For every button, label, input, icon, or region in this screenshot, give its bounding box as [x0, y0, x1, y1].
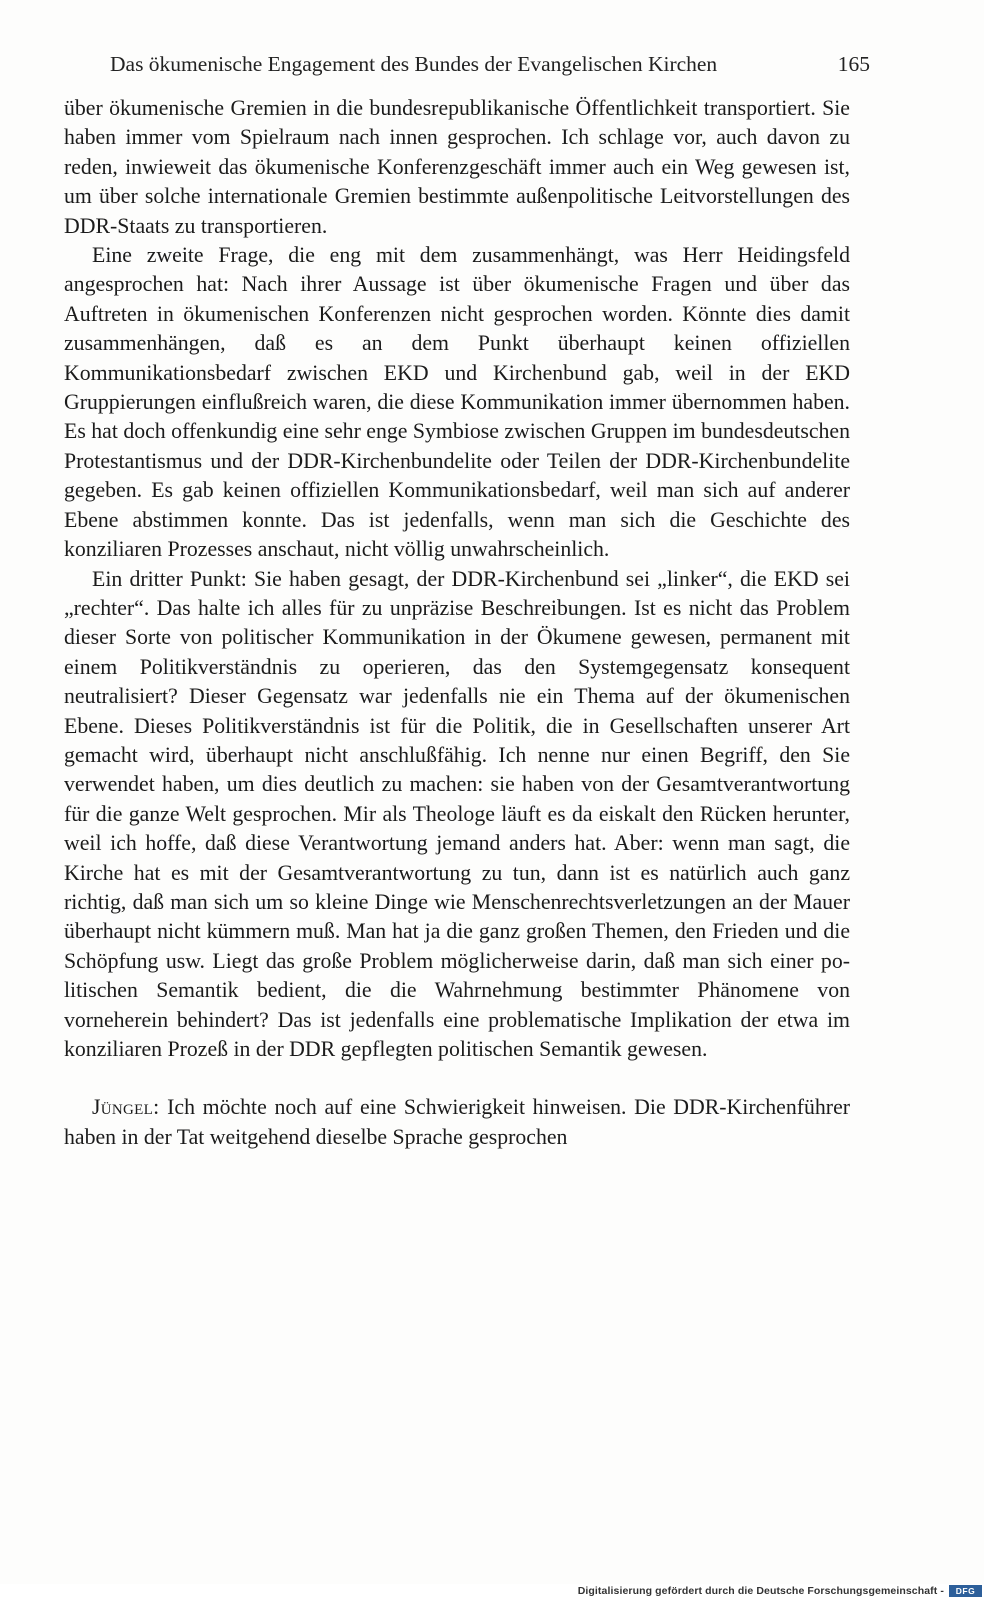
page-header — [110, 50, 870, 78]
paragraph-2: Eine zweite Frage, die eng mit dem zusammenhängt, was Herr Heidingsfeld angesprochen hat: Nach ihrer Aussage ist über ökumenische Fragen und über das Auftreten in ökumenischen Konferenzen nicht gesprochen worden. Könnte dies damit zusammenhängen, daß es an dem Punkt überhaupt keinen offiziellen Kommunikationsbedarf zwischen EKD und Kirchenbund gab, weil in der EKD Gruppierungen einflußreich waren, die diese Kommunikation immer übernommen haben. Es hat doch offenkundig eine sehr enge Symbiose zwischen Gruppen im bundesdeutschen Protestantismus und der DDR-Kirchenbundelite oder Teilen der DDR-Kirchenbundelite gegeben. Es gab keinen offiziellen Kommunikationsbedarf, weil man sich auf anderer Ebene abstimmen konnte. Das ist jedenfalls, wenn man sich die Geschichte des konziliaren Prozesses anschaut, nicht völlig unwahrscheinlich. — [64, 243, 850, 562]
running-title: Das ökumenische Engagement des Bundes der Evangelischen Kirchen — [110, 52, 718, 76]
page-number: 165 — [837, 52, 870, 76]
speaker-text: Ich möchte noch auf eine Schwierigkeit hinweisen. Die DDR-Kirchenführer haben in der Tat weitgehend dieselbe Sprache gesprochen — [64, 1095, 850, 1149]
paragraph-3: Ein dritter Punkt: Sie haben gesagt, der DDR-Kirchenbund sei „linker“, die EKD sei „rechter“. Das halte ich alles für zu unpräzise Beschreibungen. Ist es nicht das Problem dieser Sorte von politischer Kommunikation in der Ökumene gewesen, permanent mit einem Politikverständnis zu operieren, das den Systemgegensatz konsequent neutralisiert? Dieser Gegensatz war jedenfalls nie ein Thema auf der ökumenischen Ebene. Dieses Politikverständnis ist für die Politik, die in Gesellschaften unserer Art gemacht wird, überhaupt nicht anschlußfähig. Ich nenne nur einen Begriff, den Sie verwendet haben, um dies deutlich zu machen: sie haben von der Gesamtverantwortung für die ganze Welt gesprochen. Mir als Theologe läuft es da eiskalt den Rücken herunter, weil ich hoffe, daß diese Verantwortung jemand anders hat. Aber: wenn man sagt, die Kirche hat es mit der Gesamtverantwortung zu tun, dann ist es natürlich auch ganz richtig, daß man sich um so kleine Dinge wie Menschenrechtsverletzungen an der Mauer überhaupt nicht kümmern muß. Man hat ja die ganz großen Themen, den Frieden und die Schöpfung usw. Liegt das große Problem möglicherweise darin, daß man sich einer politischen Semantik bedient, die die Wahrnehmung bestimmter Phänomene von vorneherein behindert? Das ist jedenfalls eine problematische Implikation der etwa im konziliaren Prozeß in der DDR gepflegten politischen Semantik gewesen. — [64, 566, 850, 1061]
dfg-logo: DFG — [949, 1585, 982, 1597]
paragraph-1: über ökumenische Gremien in die bundesrepublikanische Öffentlichkeit transportiert. Sie haben immer vom Spielraum nach innen gesprochen. Ich schlage vor, auch davon zu reden, inwieweit das ökumenische Konferenzgeschäft immer auch ein Weg gewesen ist, um über solche internationale Gremien bestimmte außenpolitische Leitvorstellungen des DDR-Staats zu transportieren. — [64, 96, 850, 238]
speaker-name: Jüngel: — [92, 1095, 160, 1120]
body-text — [64, 94, 850, 1152]
speaker-paragraph — [64, 1093, 850, 1152]
digitization-credit: Digitalisierung gefördert durch die Deutsche Forschungsgemeinschaft - — [577, 1585, 944, 1597]
